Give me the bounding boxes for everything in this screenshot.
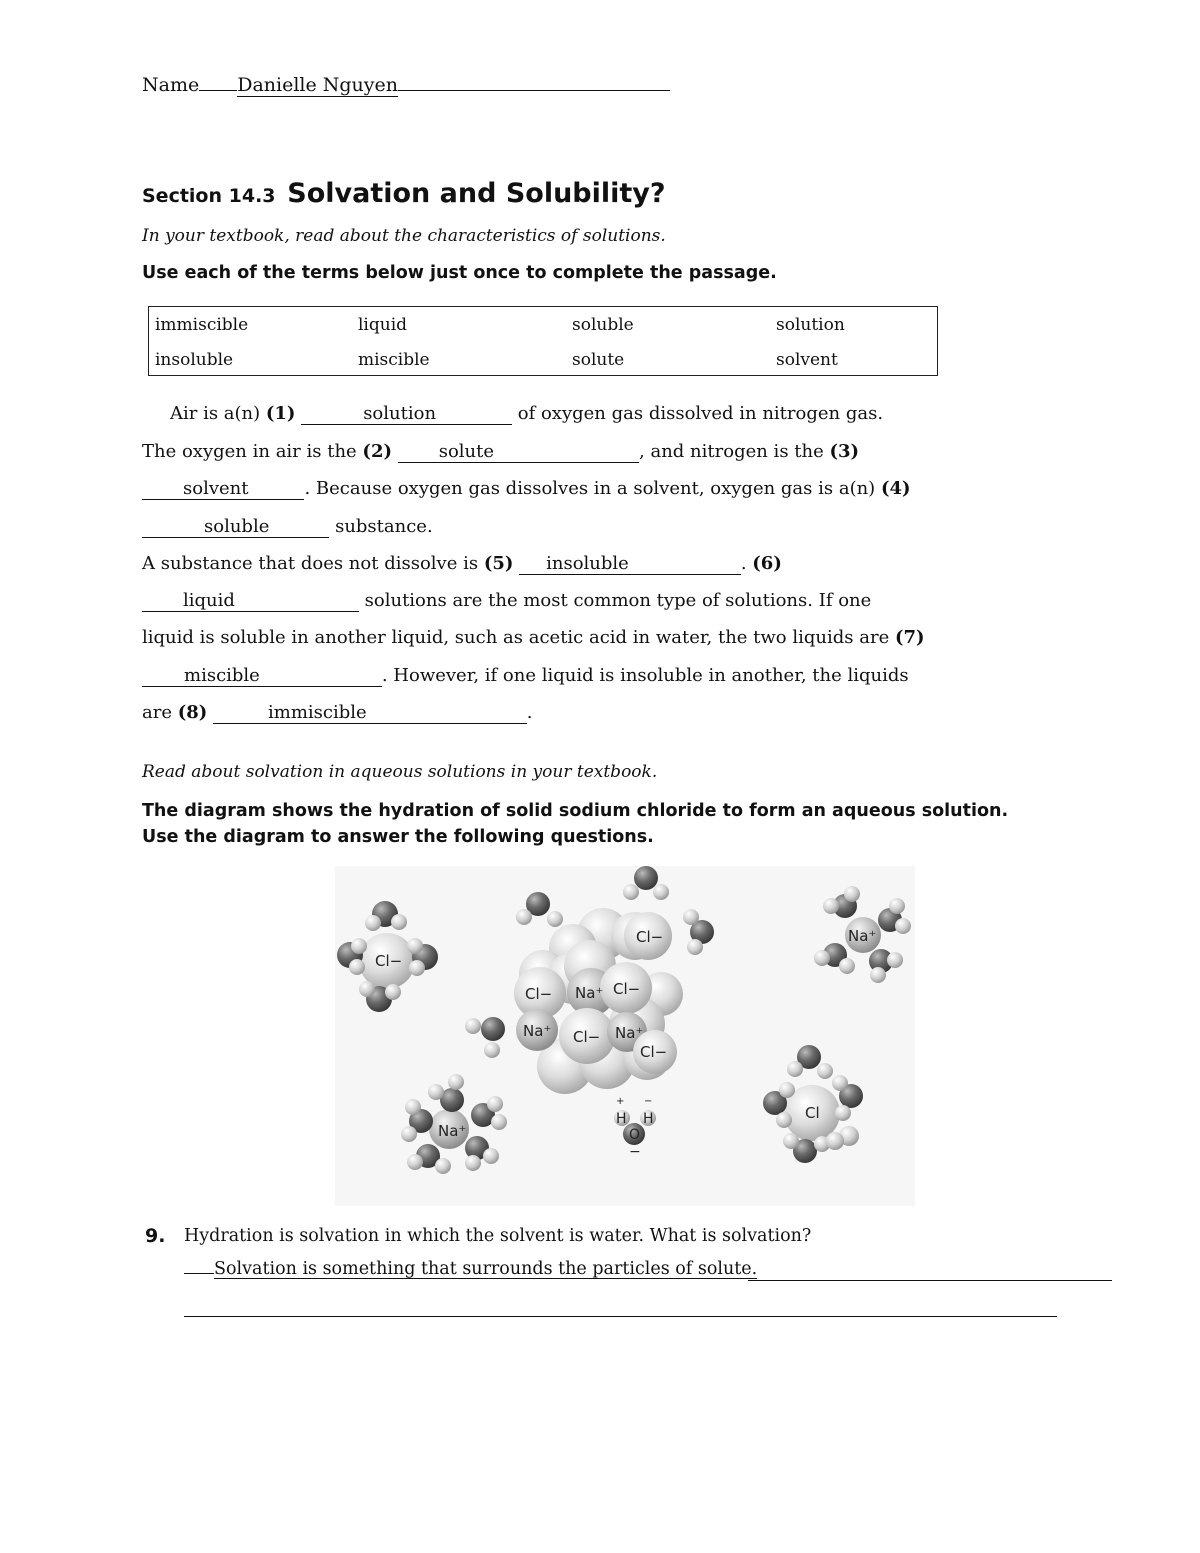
sodium-label: Na⁺: [523, 1022, 552, 1040]
passage-line-2: The oxygen in air is the (2) solute , and nitrogen is the (3): [142, 441, 860, 462]
answer-7[interactable]: miscible: [142, 667, 382, 687]
passage-line-3: solvent . Because oxygen gas dissolves in a solvent, oxygen gas is a(n) (4): [142, 478, 911, 500]
chloride-label: Cl−: [525, 985, 553, 1003]
term: solution: [776, 315, 845, 335]
passage-line-9: are (8) immiscible .: [142, 702, 533, 723]
term: solute: [572, 350, 625, 370]
chloride-label: Cl−: [573, 1028, 601, 1046]
hydrogen-label: H: [643, 1111, 654, 1127]
answer-3[interactable]: solvent: [142, 480, 304, 500]
sodium-label: Na⁺: [848, 927, 877, 945]
question-9-number: 9.: [145, 1225, 166, 1247]
sodium-label: Na⁺: [575, 984, 604, 1002]
passage-line-8: miscible . However, if one liquid is insoluble in another, the liquids: [142, 665, 909, 687]
sodium-label: Na⁺: [438, 1122, 467, 1140]
intro-text: In your textbook, read about the characteristics of solutions.: [142, 226, 666, 246]
instruction-text: Use each of the terms below just once to complete the passage.: [142, 263, 777, 283]
answer-2[interactable]: solute: [398, 443, 639, 463]
question-9-answer[interactable]: Solvation is something that surrounds the particles of solute.: [214, 1259, 758, 1279]
answer-1[interactable]: solution: [301, 405, 512, 425]
sodium-label: Na⁺: [615, 1024, 644, 1042]
hydrogen-label: H: [616, 1111, 627, 1127]
passage-line-7: liquid is soluble in another liquid, such as acetic acid in water, the two liquids are (7): [142, 627, 925, 648]
answer-4[interactable]: soluble: [142, 518, 329, 538]
section-number: Section 14.3: [142, 185, 276, 207]
answer-rule[interactable]: [748, 1280, 1112, 1281]
passage-line-6: liquid solutions are the most common type of solutions. If one: [142, 590, 871, 612]
oxygen-label: O: [629, 1127, 641, 1143]
hydration-diagram: [335, 866, 915, 1206]
terms-box: [148, 306, 938, 376]
chloride-label: Cl−: [613, 980, 641, 998]
term: liquid: [358, 315, 408, 335]
term: miscible: [358, 350, 430, 370]
passage-line-1: Air is a(n) (1) solution of oxygen gas dissolved in nitrogen gas.: [170, 403, 884, 424]
name-line: [142, 74, 670, 97]
question-9-text: Hydration is solvation in which the solvent is water. What is solvation?: [184, 1226, 812, 1246]
term: immiscible: [155, 315, 249, 335]
negative-charge-label: −: [629, 1144, 641, 1160]
answer-rule[interactable]: [184, 1316, 1057, 1317]
answer-5[interactable]: insoluble: [519, 555, 741, 575]
chloride-label: Cl−: [375, 952, 403, 970]
answer-6[interactable]: liquid: [142, 592, 359, 612]
name-label: Name: [142, 74, 200, 96]
chloride-label: Cl−: [636, 928, 664, 946]
section-title: Solvation and Solubility?: [287, 178, 666, 209]
name-value[interactable]: Danielle Nguyen: [237, 74, 399, 96]
passage-line-4: soluble substance.: [142, 516, 433, 538]
answer-8[interactable]: immiscible: [213, 704, 527, 724]
term: soluble: [572, 315, 634, 335]
solvation-read-text: Read about solvation in aqueous solutions in your textbook.: [142, 762, 658, 782]
term: insoluble: [155, 350, 234, 370]
term: solvent: [776, 350, 838, 370]
passage-line-5: A substance that does not dissolve is (5) insoluble . (6): [142, 553, 782, 574]
positive-charge-label: +: [616, 1096, 625, 1107]
section-heading: [142, 178, 666, 209]
chloride-label: Cl: [805, 1104, 820, 1122]
solvation-instruction: The diagram shows the hydration of solid sodium chloride to form an aqueous solution. Use the diagram to answer the following questions.: [142, 801, 1009, 847]
negative-charge-label: −: [644, 1096, 653, 1107]
chloride-label: Cl−: [640, 1043, 668, 1061]
question-9-answer-line: [184, 1259, 757, 1279]
